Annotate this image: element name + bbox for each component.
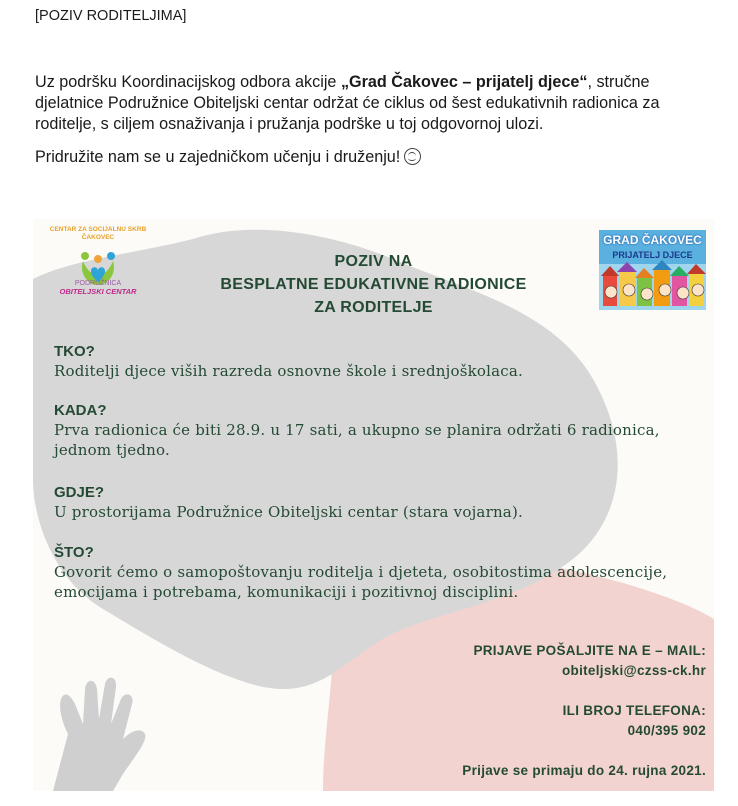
section-kada	[54, 401, 704, 460]
section-heading: ŠTO?	[54, 544, 94, 561]
heading-line-3: ZA RODITELJE	[314, 299, 433, 316]
registration-deadline: Prijave se primaju do 24. rujna 2021.	[462, 763, 706, 778]
org-name-line1: CENTAR ZA SOCIJALNU SKRB	[49, 226, 147, 233]
section-text: Roditelji djece viših razreda osnovne škole i srednjoškolaca.	[54, 362, 523, 380]
heading-line-1: POZIV NA	[334, 253, 413, 270]
contact-block	[462, 641, 706, 781]
heading-line-2: BESPLATNE EDUKATIVNE RADIONICE	[220, 276, 527, 293]
grad-cakovec-subtitle: PRIJATELJ DJECE	[612, 250, 693, 260]
section-gdje	[54, 483, 704, 522]
invitation-poster	[33, 219, 714, 791]
intro-text-start: Uz podršku Koordinacijskog odbora akcije	[35, 73, 341, 91]
branch-name: OBITELJSKI CENTAR	[59, 287, 137, 296]
section-sto	[54, 543, 704, 602]
phone-label: ILI BROJ TELEFONA:	[562, 703, 706, 718]
grad-cakovec-title: GRAD ČAKOVEC	[603, 233, 702, 247]
section-heading: TKO?	[54, 343, 95, 360]
section-heading: GDJE?	[54, 484, 105, 501]
intro-paragraph-1	[35, 72, 705, 135]
section-heading: KADA?	[54, 402, 107, 419]
section-text: Govorit ćemo o samopoštovanju roditelja i djeteta, osobitostima adolescencije, emocijama i potrebama, komunikaciji i pozitivnoj disciplini.	[54, 563, 668, 601]
section-text: Prva radionica će biti 28.9. u 17 sati, a ukupno se planira održati 6 radionica, jednom tjedno.	[54, 421, 660, 459]
intro-text-end: , stručne djelatnice Podružnice Obiteljski centar održat će ciklus od šest edukativnih radionica za roditelje, s ciljem osnaživanja i pružanja podrške u toj odgovornoj ulozi.	[35, 73, 660, 133]
intro-text	[35, 72, 705, 180]
section-text: U prostorijama Podružnice Obiteljski centar (stara vojarna).	[54, 503, 523, 521]
intro-paragraph-2	[35, 147, 705, 168]
phone-number: 040/395 902	[627, 723, 706, 738]
invitation-line: Pridružite nam se u zajedničkom učenju i druženju!	[35, 148, 401, 166]
document-tag: [POZIV RODITELJIMA]	[35, 8, 187, 24]
grad-cakovec-logo	[599, 230, 706, 310]
branch-label: PODRUŽNICA	[74, 280, 122, 287]
section-tko	[54, 342, 704, 381]
email-label: PRIJAVE POŠALJITE NA E – MAIL:	[473, 643, 706, 658]
smiley-icon	[404, 148, 421, 165]
email-address[interactable]: obiteljski@czss-ck.hr	[561, 663, 706, 678]
org-name-line2: ČAKOVEC	[81, 234, 115, 241]
campaign-name: „Grad Čakovec – prijatelj djece“	[340, 73, 588, 91]
hand-shape	[53, 678, 145, 791]
